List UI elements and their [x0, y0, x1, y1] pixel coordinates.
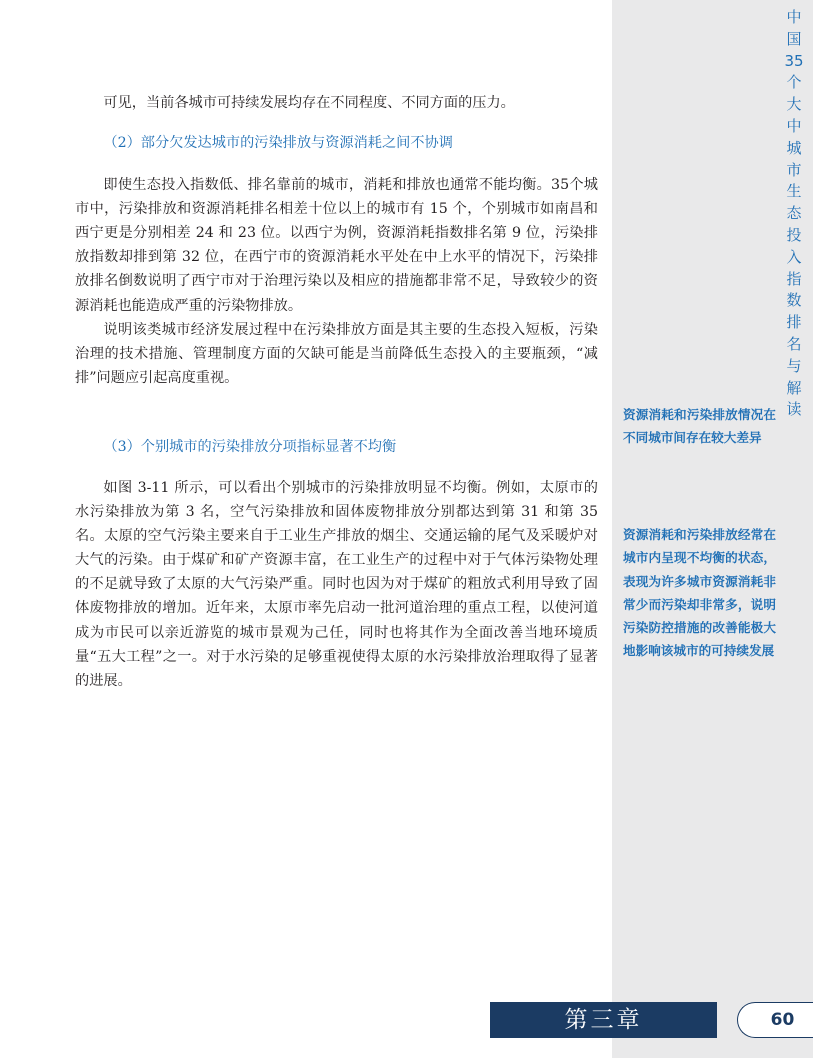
paragraph-emission-reduction: 说明该类城市经济发展过程中在污染排放方面是其主要的生态投入短板，污染治理的技术措施、管理制度方面的欠缺可能是当前降低生态投入的主要瓶颈，“减排”问题应引起高度重视。 — [75, 321, 598, 386]
vertical-book-title: 中国35个大中城市生态投入指数排名与解读 — [784, 8, 804, 419]
main-text-column — [75, 91, 598, 693]
section-heading-2: （2）部分欠发达城市的污染排放与资源消耗之间不协调 — [103, 135, 453, 152]
chapter-label: 第三章 — [490, 1002, 717, 1038]
sidebar-note-2: 资源消耗和污染排放经常在城市内呈现不均衡的状态，表现为许多城市资源消耗非常少而污染却非常多，说明污染防控措施的改善能极大地影响该城市的可持续发展 — [623, 527, 776, 659]
paragraph-intro: 可见，当前各城市可持续发展均存在不同程度、不同方面的压力。 — [103, 95, 515, 111]
page-number: 60 — [770, 1010, 795, 1030]
sidebar-note-1: 资源消耗和污染排放情况在不同城市间存在较大差异 — [623, 407, 776, 446]
paragraph-taiyuan: 如图 3-11 所示，可以看出个别城市的污染排放明显不均衡。例如，太原市的水污染排放为第 3 名，空气污染排放和固体废物排放分别都达到第 31 和第 35 名。太原的空气污染主要来自于工业生产排放的烟尘、交通运输的尾气及采暖炉对大气的污染。由于煤矿和矿产资源丰富，在工业生产的过程中对于气体污染物处理的不足就导致了太原的大气污染严重。同时也因为对于煤矿的粗放式利用导致了固体废物排放的增加。近年来，太原市率先启动一批河道治理的重点工程，以使河道成为市民可以亲近游览的城市景观为己任，同时也将其作为全面改善当地环境质量“五大工程”之一。对于水污染的足够重视使得太原的水污染排放治理取得了显著的进展。 — [75, 479, 598, 689]
section-heading-3: （3）个别城市的污染排放分项指标显著不均衡 — [103, 438, 397, 455]
paragraph-xining: 即使生态投入指数低、排名靠前的城市，消耗和排放也通常不能均衡。35个城市中，污染排放和资源消耗排名相差十位以上的城市有 15 个，个别城市如南昌和西宁更是分别相差 24 和 23 位。以西宁为例，资源消耗指数排名第 9 位，污染排放指数却排到第 32 位，在西宁市的资源消耗水平处在中上水平的情况下，污染排放排名倒数说明了西宁市对于治理污染以及相应的措施都非常不足，导致较少的资源消耗也能造成严重的污染物排放。 — [75, 177, 598, 314]
